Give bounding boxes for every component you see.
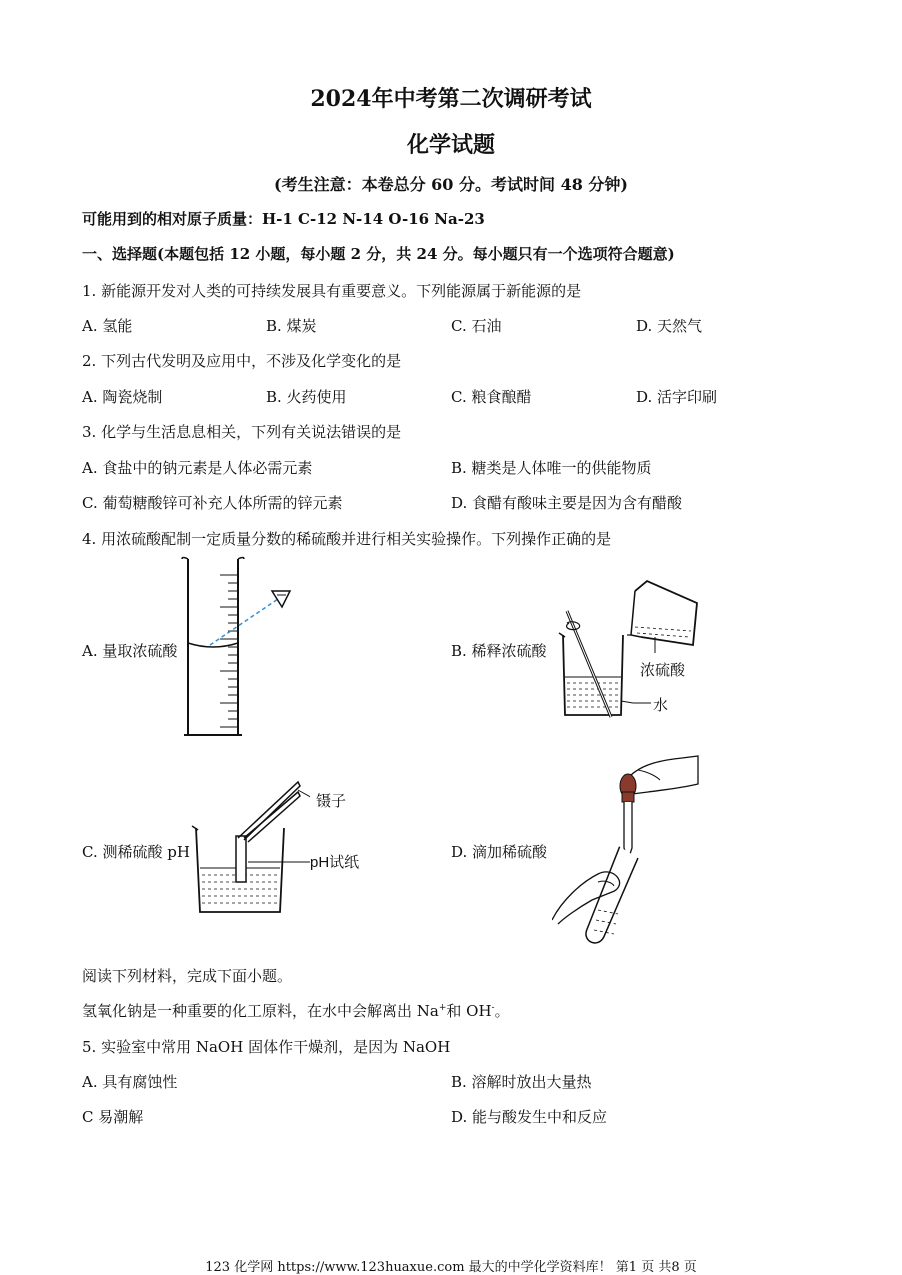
q1-option-c: C. 石油 bbox=[451, 317, 502, 335]
q2-option-a: A. 陶瓷烧制 bbox=[82, 388, 163, 406]
q5-option-a: A. 具有腐蚀性 bbox=[82, 1073, 178, 1091]
q5-option-b: B. 溶解时放出大量热 bbox=[451, 1073, 592, 1091]
label-water: 水 bbox=[653, 697, 669, 714]
q1-option-b: B. 煤炭 bbox=[266, 317, 317, 335]
q3-option-b: B. 糖类是人体唯一的供能物质 bbox=[451, 459, 652, 477]
dilution-figure bbox=[555, 575, 715, 725]
atomic-masses: 可能用到的相对原子质量：H-1 C-12 N-14 O-16 Na-23 bbox=[82, 210, 485, 228]
q3-option-d: D. 食醋有酸味主要是因为含有醋酸 bbox=[451, 494, 683, 512]
page-footer: 123 化学网 https://www.123huaxue.com 最大的中学化学资料库！ 第1 页 共8 页 bbox=[205, 1260, 697, 1275]
q2-option-c: C. 粮食酿醋 bbox=[451, 388, 532, 406]
ph-test-figure bbox=[190, 778, 310, 918]
q5-option-d: D. 能与酸发生中和反应 bbox=[451, 1108, 608, 1126]
q4-option-a: A. 量取浓硫酸 bbox=[82, 642, 178, 660]
question-5-stem: 5. 实验室中常用 NaOH 固体作干燥剂，是因为 NaOH bbox=[82, 1038, 451, 1056]
question-4-stem: 4. 用浓硫酸配制一定质量分数的稀硫酸并进行相关实验操作。下列操作正确的是 bbox=[82, 530, 612, 548]
question-2-stem: 2. 下列古代发明及应用中，不涉及化学变化的是 bbox=[82, 352, 402, 370]
q2-option-d: D. 活字印刷 bbox=[636, 388, 718, 406]
question-1-stem: 1. 新能源开发对人类的可持续发展具有重要意义。下列能源属于新能源的是 bbox=[82, 282, 582, 300]
q3-option-a: A. 食盐中的钠元素是人体必需元素 bbox=[82, 459, 313, 477]
label-tweezers: 镊子 bbox=[316, 793, 347, 810]
exam-notice: (考生注意：本卷总分 60 分。考试时间 48 分钟) bbox=[274, 175, 628, 194]
question-3-stem: 3. 化学与生活息息相关，下列有关说法错误的是 bbox=[82, 423, 402, 441]
section-title: 一、选择题(本题包括 12 小题，每小题 2 分，共 24 分。每小题只有一个选项符合题意) bbox=[82, 245, 675, 263]
q2-option-b: B. 火药使用 bbox=[266, 388, 347, 406]
q4-option-b: B. 稀释浓硫酸 bbox=[451, 642, 547, 660]
reading-material: 氢氧化钠是一种重要的化工原料，在水中会解离出 Na+和 OH-。 bbox=[82, 1002, 510, 1020]
graduated-cylinder-figure bbox=[180, 555, 300, 740]
q1-option-d: D. 天然气 bbox=[636, 317, 703, 335]
label-ph-paper: pH试纸 bbox=[310, 854, 360, 871]
q3-option-c: C. 葡萄糖酸锌可补充人体所需的锌元素 bbox=[82, 494, 343, 512]
exam-subtitle: 化学试题 bbox=[406, 132, 495, 158]
label-concentrated-acid: 浓硫酸 bbox=[640, 662, 686, 679]
exam-title: 2024年中考第二次调研考试 bbox=[310, 86, 592, 112]
q4-option-c: C. 测稀硫酸 pH bbox=[82, 843, 190, 861]
q4-option-d: D. 滴加稀硫酸 bbox=[451, 843, 548, 861]
dropper-figure bbox=[552, 750, 704, 950]
reading-intro: 阅读下列材料，完成下面小题。 bbox=[82, 967, 293, 985]
q5-option-c: C 易潮解 bbox=[82, 1108, 144, 1126]
q1-option-a: A. 氢能 bbox=[82, 317, 133, 335]
